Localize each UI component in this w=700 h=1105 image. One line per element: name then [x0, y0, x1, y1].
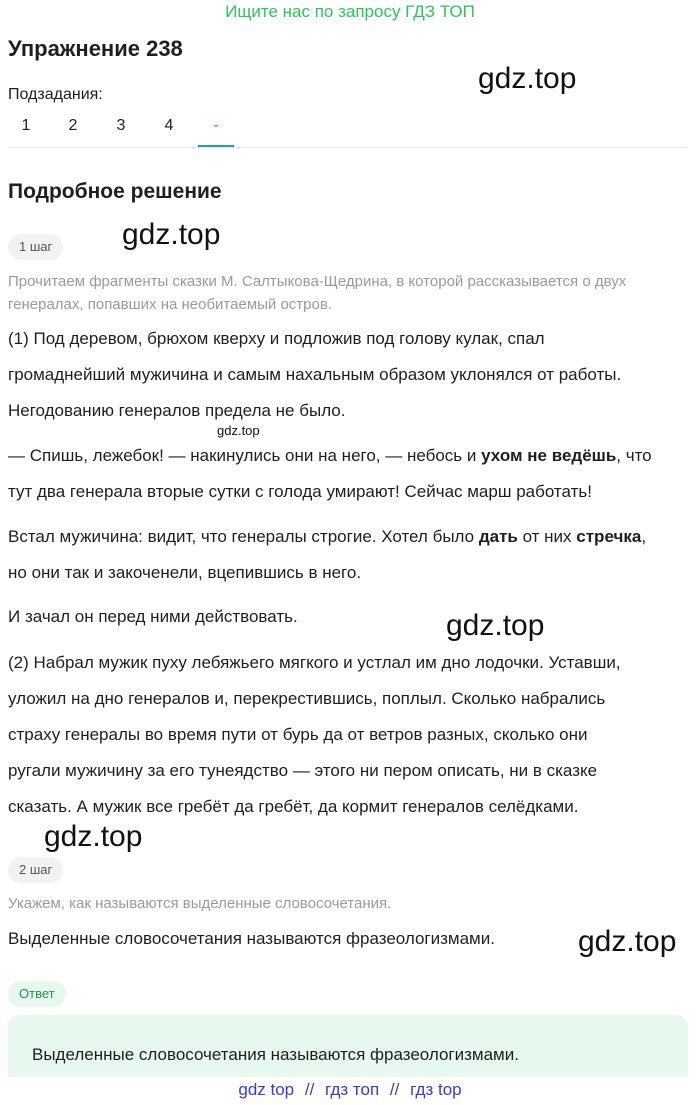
- watermark: gdz.top: [446, 609, 545, 642]
- step-2-badge: 2 шаг: [8, 857, 63, 883]
- footer-link[interactable]: гдз top: [410, 1080, 462, 1099]
- footer-link[interactable]: гдз топ: [325, 1080, 380, 1099]
- paragraph-2: [8, 438, 688, 510]
- tab-4[interactable]: 4: [164, 117, 174, 134]
- footer-separator: //: [304, 1080, 315, 1099]
- hint-line: генералах, попавших на необитаемый остров.: [8, 296, 332, 313]
- text-line: но они так и закоченели, вцепившись в него.: [8, 563, 362, 582]
- watermark: gdz.top: [578, 925, 677, 958]
- highlighted-phrase: дать: [478, 527, 518, 546]
- text-line: — Спишь, лежебок! — накинулись они на него, — небось и ухом не ведёшь, что: [8, 446, 652, 465]
- text-line: уложил на дно генералов и, перекрестившись, поплыл. Сколько набрались: [8, 689, 606, 708]
- step-1-hint: [8, 270, 626, 316]
- subtask-tabs: [8, 110, 686, 148]
- watermark: gdz.top: [478, 62, 577, 95]
- answer-badge: Ответ: [8, 981, 66, 1007]
- paragraph-3: [8, 519, 688, 591]
- text-line: Встал мужичина: видит, что генералы строгие. Хотел было дать от них стречка,: [8, 527, 647, 546]
- answer-text: Выделенные словосочетания называются фразеологизмами.: [32, 1045, 519, 1064]
- footer-link[interactable]: gdz top: [238, 1080, 295, 1099]
- subtasks-label: Подзадания:: [8, 86, 103, 103]
- step-2-text: Выделенные словосочетания называются фразеологизмами.: [8, 929, 495, 948]
- tab-current[interactable]: -: [198, 110, 234, 147]
- hint-line: Прочитаем фрагменты сказки М. Салтыкова-Щедрина, в которой рассказывается о двух: [8, 273, 627, 290]
- text-line: (1) Под деревом, брюхом кверху и подложив под голову кулак, спал: [8, 329, 545, 348]
- text-line: тут два генерала вторые сутки с голода умирают! Сейчас марш работать!: [8, 482, 592, 501]
- highlighted-phrase: стречка: [576, 527, 642, 546]
- watermark: gdz.top: [44, 820, 143, 853]
- text-line: Негодованию генералов предела не было.: [8, 401, 346, 420]
- step-2-hint: Укажем, как называются выделенные словосочетания.: [8, 895, 392, 912]
- paragraph-4: И зачал он перед ними действовать.: [8, 607, 298, 626]
- paragraph-1: [8, 321, 688, 429]
- text-line: ругали мужичину за его тунеядство — этого ни пером описать, ни в сказке: [8, 761, 598, 780]
- text-line: громаднейший мужичина и самым нахальным образом уклонялся от работы.: [8, 365, 622, 384]
- text-line: сказать. А мужик все гребёт да гребёт, да кормит генералов селёдками.: [8, 797, 579, 816]
- exercise-title: Упражнение 238: [8, 36, 183, 61]
- step-1-badge: 1 шаг: [8, 234, 63, 260]
- text-line: страху генералы во время пути от бурь да от ветров разных, сколько они: [8, 725, 588, 744]
- tab-2[interactable]: 2: [68, 117, 78, 134]
- tab-1[interactable]: 1: [21, 117, 31, 134]
- section-title: Подробное решение: [8, 180, 222, 203]
- footer-separator: //: [389, 1080, 400, 1099]
- tab-3[interactable]: 3: [116, 117, 126, 134]
- footer-links: [0, 1077, 700, 1105]
- highlighted-phrase: ухом не ведёшь: [481, 446, 617, 465]
- search-banner: Ищите нас по запросу ГДЗ ТОП: [225, 2, 475, 21]
- paragraph-5: [8, 645, 688, 825]
- answer-box: [8, 1015, 688, 1077]
- text-line: (2) Набрал мужик пуху лебяжьего мягкого и устлал им дно лодочки. Уставши,: [8, 653, 621, 672]
- watermark: gdz.top: [122, 218, 221, 251]
- watermark: gdz.top: [217, 423, 260, 438]
